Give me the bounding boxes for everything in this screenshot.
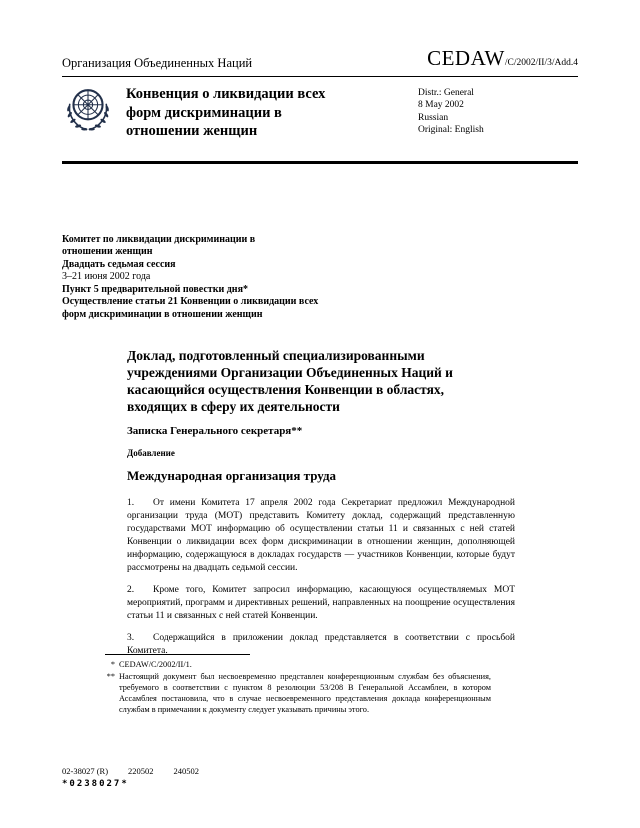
footnote-2-text: Настоящий документ был несвоевременно представлен конференционным службам без объяснения, требуемого в соответствии с пунктом 8 резолюции 53/208 B Генеральной Ассамблеи, в котором Ассамблея постановила, что в случае несвоевременного представления доклада конференционным службам в примечании к документу следует указывать причины этого. [119,672,491,714]
masthead [62,85,578,141]
agenda-title: Осуществление статьи 21 Конвенции о ликвидации всех форм дискриминации в отношении женщин [62,296,319,320]
footnote-1-text: CEDAW/C/2002/II/1. [119,660,192,669]
agenda-item: Пункт 5 предварительной повестки дня* [62,283,248,295]
footnote-1-marker: * [110,660,115,669]
header-rule [62,76,578,77]
document-header [62,46,578,71]
paragraph-2 [127,584,515,623]
original-language-line: Original: English [418,125,484,136]
note-title: Записка Генерального секретаря** [127,425,303,437]
un-emblem-icon [62,85,114,137]
page-footer [62,766,219,789]
date-line: 8 May 2002 [418,100,464,111]
paragraph-3-text: Содержащийся в приложении доклад представляется в соответствии с просьбой Комитета. [127,633,515,656]
footer-date-1: 220502 [128,766,154,776]
footnote-separator [105,654,250,655]
paragraph-3-number: 3. [127,633,135,643]
paragraph-1-text: От имени Комитета 17 апреля 2002 года Секретариат предложил Международной организации труда (МОТ) представить Комитету доклад, содержащий представленную государствами МОТ информацию об осуществлении статьи 11 и связанных с ней статей Конвенции о ликвидации всех форм дискриминации в отношении женщин, дополняющей информацию, содержащуюся в докладах государств — участников Конвенции, которые будут рассмотрены на двадцать седьмой сессии. [127,498,515,573]
distribution-block [418,85,578,141]
paragraph-2-text: Кроме того, Комитет запросил информацию, касающуюся осуществляемых МОТ мероприятий, программ и директивных решений, направленных на поощрение осуществления статьи 11 и связанных с ней статей Конвенции. [127,585,515,621]
footnote-1 [105,659,491,670]
paragraph-1-number: 1. [127,498,135,508]
footer-date-2: 240502 [173,766,200,776]
committee-name: Комитет по ликвидации дискриминации в отношении женщин [62,233,256,257]
report-title: Доклад, подготовленный специализированными учреждениями Организации Объединенных Наций и касающийся осуществления Конвенции в областях, входящих в сферу их деятельности [127,348,453,414]
document-number: 02-38027 (R) [62,766,109,776]
footnote-2-marker: ** [106,672,115,681]
session-block [62,234,578,322]
session-dates: 3–21 июня 2002 года [62,271,151,282]
main-content [127,347,515,658]
section-title: Международная организация труда [127,468,337,483]
doc-symbol-suffix: /C/2002/II/3/Add.4 [504,58,578,68]
footnote-2 [105,671,491,715]
doc-symbol-main: CEDAW [427,46,505,70]
footer-line [62,766,219,776]
paragraph-2-number: 2. [127,585,135,595]
paragraph-1 [127,497,515,575]
org-name: Организация Объединенных Наций [62,56,253,70]
addendum-label: Добавление [127,448,175,458]
distr-line: Distr.: General [418,88,474,98]
masthead-rule [62,161,578,164]
barcode-text: *0238027* [62,779,129,789]
doc-symbol [427,46,578,71]
session-number: Двадцать седьмая сессия [62,258,176,270]
language-line: Russian [418,112,449,123]
convention-title: Конвенция о ликвидации всех форм дискриминации в отношении женщин [126,86,326,139]
footnote-area [105,654,491,716]
